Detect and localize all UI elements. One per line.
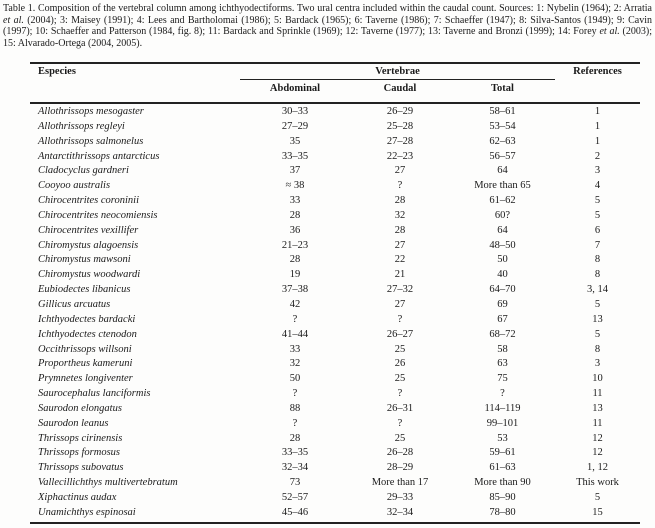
table-row	[30, 283, 640, 298]
caption-segment: (2003); 15: Alvarado-Ortega (2004, 2005).	[3, 26, 652, 49]
table-row	[30, 150, 640, 165]
cell-references: 3, 14	[587, 284, 608, 296]
table-row	[30, 135, 640, 150]
cell-species: Saurocephalus lanciformis	[38, 388, 151, 400]
cell-species: Chiromystus mawsoni	[38, 254, 131, 266]
cell-abdominal: ?	[292, 417, 298, 429]
table-row	[30, 239, 640, 254]
cell-abdominal: 19	[289, 269, 301, 281]
column-group-header-vertebrae: Vertebrae	[240, 64, 555, 80]
cell-species: Prymnetes longiventer	[38, 373, 133, 385]
cell-total: 64	[497, 224, 508, 236]
cell-total: 114–119	[484, 402, 521, 414]
table-row	[30, 298, 640, 313]
cell-total: 68–72	[489, 328, 516, 340]
table-row	[30, 253, 640, 268]
cell-species: Chiromystus woodwardi	[38, 269, 141, 281]
cell-caudal: 29–33	[386, 491, 414, 503]
cell-species: Cladocyclus gardneri	[38, 165, 129, 177]
cell-total: 59–61	[489, 447, 516, 459]
cell-species: Thrissops cirinensis	[38, 432, 123, 444]
table-row	[30, 120, 640, 135]
cell-abdominal: 36	[289, 224, 301, 236]
cell-abdominal: 30–33	[281, 106, 309, 117]
cell-abdominal: 32–34	[281, 462, 309, 474]
cell-total: 69	[497, 298, 508, 310]
cell-references: 11	[592, 388, 603, 400]
cell-species: Saurodon leanus	[38, 417, 109, 429]
cell-species: Thrissops subovatus	[38, 462, 124, 474]
cell-abdominal: 73	[289, 477, 301, 489]
cell-references: 1, 12	[587, 462, 608, 474]
table-caption	[3, 3, 652, 49]
cell-species: Ichthyodectes bardacki	[38, 313, 136, 325]
cell-references: 11	[592, 417, 603, 429]
cell-caudal: 27	[394, 298, 406, 310]
cell-abdominal: 33	[289, 195, 301, 207]
table-row	[30, 402, 640, 417]
cell-references: 12	[592, 432, 603, 444]
column-header-references: References	[573, 66, 622, 77]
subheader-spacer	[30, 80, 240, 102]
cell-species: Ichthyodectes ctenodon	[38, 328, 137, 340]
cell-references: 5	[594, 328, 601, 340]
cell-total: 78–80	[489, 506, 516, 518]
cell-total: 99–101	[486, 417, 519, 429]
cell-species: Thrissops formosus	[38, 447, 120, 459]
cell-references: 3	[594, 165, 601, 177]
cell-caudal: 27	[394, 165, 406, 177]
cell-references: This work	[576, 477, 619, 489]
cell-references: 1	[594, 106, 601, 117]
cell-references: 12	[592, 447, 603, 459]
cell-caudal: 27–28	[386, 135, 414, 147]
cell-caudal: 25	[394, 373, 406, 385]
cell-abdominal: 35	[289, 135, 301, 147]
cell-references: 8	[594, 343, 601, 355]
table-row	[30, 179, 640, 194]
cell-abdominal: 28	[289, 254, 301, 266]
cell-caudal: 21	[394, 269, 406, 281]
table-row	[30, 209, 640, 224]
cell-abdominal: 21–23	[281, 239, 309, 251]
cell-references: 6	[594, 224, 601, 236]
cell-species: Chiromystus alagoensis	[38, 239, 139, 251]
cell-caudal: ?	[397, 180, 403, 192]
table-row	[30, 372, 640, 387]
cell-total: 58	[497, 343, 508, 355]
cell-abdominal: 50	[289, 373, 301, 385]
column-header-abdominal: Abdominal	[269, 83, 321, 94]
table-row	[30, 164, 640, 179]
cell-abdominal: 45–46	[281, 506, 309, 518]
cell-species: Unamichthys espinosai	[38, 506, 136, 518]
cell-total: 61–63	[489, 462, 516, 474]
cell-references: 8	[594, 269, 601, 281]
cell-species: Saurodon elongatus	[38, 402, 122, 414]
cell-caudal: 26	[394, 358, 406, 370]
table-row	[30, 224, 640, 239]
cell-caudal: 28	[394, 195, 406, 207]
cell-caudal: 26–31	[386, 402, 414, 414]
cell-references: 5	[594, 209, 601, 221]
cell-total: 48–50	[489, 239, 516, 251]
cell-caudal: ?	[397, 313, 403, 325]
table-row	[30, 343, 640, 358]
cell-total: 64–70	[489, 284, 516, 296]
caption-segment: Table 1. Composition of the vertebral column among ichthyodectiforms. Two ural centra included within the caudal count. Sources: 1: Nybelin (1964); 2: Arratia	[3, 3, 652, 14]
cell-references: 4	[594, 180, 601, 192]
vertebrae-table	[30, 62, 640, 524]
cell-species: Cooyoo australis	[38, 180, 111, 192]
cell-total: 62–63	[489, 135, 516, 147]
table-row	[30, 328, 640, 343]
subheader-spacer	[555, 80, 640, 102]
cell-species: Chirocentrites neocomiensis	[38, 209, 158, 221]
table-row	[30, 313, 640, 328]
cell-references: 5	[594, 195, 601, 207]
cell-species: Xiphactinus audax	[38, 491, 117, 503]
cell-references: 10	[592, 373, 603, 385]
cell-references: 5	[594, 491, 601, 503]
column-header-caudal: Caudal	[383, 83, 417, 94]
cell-caudal: 32	[394, 209, 406, 221]
cell-abdominal: ?	[292, 388, 298, 400]
cell-references: 8	[594, 254, 601, 266]
cell-caudal: 25	[394, 432, 406, 444]
cell-references: 1	[594, 120, 601, 132]
cell-abdominal: ≈ 38	[285, 180, 305, 192]
cell-species: Allothrissops salmonelus	[38, 135, 144, 147]
table-row	[30, 491, 640, 506]
cell-total: More than 90	[474, 477, 531, 489]
cell-total: 67	[497, 313, 508, 325]
cell-abdominal: 33–35	[281, 447, 309, 459]
cell-species: Occithrissops willsoni	[38, 343, 132, 355]
cell-species: Allothrissops regleyi	[38, 120, 125, 132]
cell-abdominal: 41–44	[281, 328, 309, 340]
table-row	[30, 105, 640, 120]
cell-abdominal: 52–57	[281, 491, 309, 503]
cell-abdominal: 37–38	[281, 284, 309, 296]
table-body	[30, 104, 640, 524]
cell-references: 3	[594, 358, 601, 370]
cell-caudal: ?	[397, 417, 403, 429]
cell-references: 13	[592, 313, 603, 325]
table-row	[30, 357, 640, 372]
cell-abdominal: 28	[289, 209, 301, 221]
cell-abdominal: 33–35	[281, 150, 309, 162]
table-header-group-row	[30, 64, 640, 80]
cell-caudal: 27–32	[386, 284, 414, 296]
cell-abdominal: 28	[289, 432, 301, 444]
cell-total: ?	[500, 388, 505, 400]
cell-species: Chirocentrites vexillifer	[38, 224, 139, 236]
cell-total: 60?	[494, 209, 511, 221]
cell-species: Gillicus arcuatus	[38, 298, 111, 310]
table-row	[30, 194, 640, 209]
cell-caudal: 25–28	[386, 120, 414, 132]
cell-caudal: 25	[394, 343, 406, 355]
column-header-total: Total	[491, 83, 514, 94]
column-header-species: Especies	[38, 66, 76, 77]
cell-total: 85–90	[489, 491, 516, 503]
cell-species: Proportheus kameruni	[38, 358, 133, 370]
cell-abdominal: 32	[289, 358, 301, 370]
cell-total: 40	[497, 269, 508, 281]
cell-abdominal: 33	[289, 343, 301, 355]
cell-abdominal: 88	[289, 402, 301, 414]
cell-abdominal: 27–29	[281, 120, 309, 132]
cell-caudal: 32–34	[386, 506, 414, 518]
cell-total: 75	[497, 373, 508, 385]
cell-caudal: 28	[394, 224, 406, 236]
cell-species: Antarctithrissops antarcticus	[38, 150, 160, 162]
cell-references: 13	[592, 402, 603, 414]
cell-caudal: More than 17	[371, 477, 429, 489]
cell-caudal: 27	[394, 239, 406, 251]
cell-species: Chirocentrites coroninii	[38, 195, 140, 207]
cell-total: More than 65	[474, 180, 531, 192]
cell-abdominal: 42	[289, 298, 301, 310]
cell-caudal: 26–29	[386, 106, 414, 117]
cell-caudal: 22	[394, 254, 406, 266]
cell-caudal: 28–29	[386, 462, 414, 474]
cell-total: 50	[497, 254, 508, 266]
table-row	[30, 461, 640, 476]
cell-total: 56–57	[489, 150, 516, 162]
table-row	[30, 506, 640, 521]
cell-total: 53	[497, 432, 508, 444]
cell-total: 58–61	[489, 106, 516, 117]
cell-caudal: 26–28	[386, 447, 414, 459]
cell-total: 61–62	[489, 195, 516, 207]
cell-references: 5	[594, 298, 601, 310]
table-row	[30, 417, 640, 432]
cell-total: 53–54	[489, 120, 516, 132]
cell-species: Eubiodectes libanicus	[38, 284, 131, 296]
cell-total: 63	[497, 358, 508, 370]
cell-references: 1	[594, 135, 601, 147]
cell-total: 64	[497, 165, 508, 177]
cell-references: 15	[592, 506, 603, 518]
cell-species: Allothrissops mesogaster	[38, 106, 144, 117]
table-row	[30, 387, 640, 402]
cell-caudal: 26–27	[386, 328, 414, 340]
cell-abdominal: ?	[292, 313, 298, 325]
cell-references: 7	[594, 239, 601, 251]
cell-caudal: 22–23	[386, 150, 414, 162]
table-row	[30, 476, 640, 491]
table-row	[30, 446, 640, 461]
table-row	[30, 268, 640, 283]
caption-segment: (2004); 3: Maisey (1991); 4: Lees and Bartholomai (1986); 5: Bardack (1965); 6: Taverne (1986); 7: Schaeffer (1947); 8: Silva-Santos (1949); 9: Cavin (1997); 10: Schaeffer and Patterson (1984, fig. 8); 11: Bardack and Sprinkle (1969); 12: Taverne (1977); 13: Taverne and Bronzi (1999); 14: Forey	[3, 14, 652, 38]
table-row	[30, 432, 640, 447]
caption-italic-segment: et al.	[3, 14, 24, 26]
caption-italic-segment: et al.	[599, 26, 620, 38]
cell-references: 2	[594, 150, 601, 162]
cell-species: Vallecillichthys multivertebratum	[38, 477, 178, 489]
cell-abdominal: 37	[289, 165, 301, 177]
cell-caudal: ?	[397, 388, 403, 400]
table-subheader-row	[30, 80, 640, 104]
